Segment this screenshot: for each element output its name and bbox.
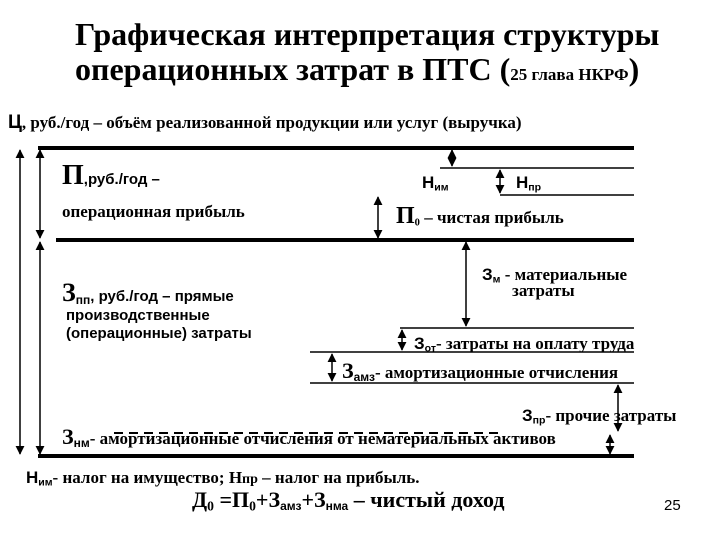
- title-line2: [75, 53, 639, 85]
- other-label: [522, 406, 677, 427]
- revenue-label: [8, 113, 522, 132]
- tax-profit-sub: пр: [528, 181, 542, 194]
- title-line2-close: ): [628, 51, 640, 87]
- amort-label: [342, 360, 618, 382]
- labor-label: [414, 334, 635, 355]
- footnote-t1: - налог на имущество;: [52, 468, 229, 487]
- footnote-t2: – налог на прибыль.: [257, 468, 420, 487]
- formula: [192, 487, 505, 514]
- material-line1: - материальные: [500, 265, 628, 284]
- direct-costs-sub: пп: [75, 293, 91, 307]
- intangible-main: З: [62, 424, 74, 449]
- amort-main: З: [342, 358, 354, 383]
- footnote-n1: Н: [26, 468, 39, 487]
- direct-costs-heading: [62, 280, 234, 306]
- direct-costs-symbol: З: [62, 278, 76, 307]
- direct-costs-line2: производственные: [66, 307, 210, 324]
- labor-main: З: [414, 334, 425, 353]
- material-main: З: [482, 265, 493, 284]
- material-sub: м: [492, 273, 501, 286]
- labor-sub: от: [424, 342, 436, 355]
- formula-n-sub: нма: [325, 499, 349, 513]
- tax-property-main: Н: [422, 173, 435, 192]
- footnote-n2-sub: пр: [242, 472, 258, 487]
- formula-eq: =П: [213, 487, 250, 512]
- formula-plus2: +З: [301, 487, 326, 512]
- formula-tail: – чистый доход: [348, 487, 505, 512]
- footnote-n1-sub: им: [38, 476, 53, 489]
- formula-d: Д: [192, 487, 208, 512]
- formula-plus1: +З: [255, 487, 281, 512]
- amort-sub: амз: [353, 370, 375, 384]
- title-line2-main: операционных затрат в ПТС (: [75, 51, 511, 87]
- formula-d-sub: 0: [207, 498, 214, 514]
- title-line1: Графическая интерпретация структуры: [75, 16, 660, 52]
- intangible-sub: нм: [73, 436, 90, 450]
- other-main: З: [522, 406, 533, 425]
- other-text: - прочие затраты: [545, 406, 677, 425]
- footnote: [26, 469, 420, 487]
- tax-profit-label: [516, 173, 542, 194]
- op-profit-text: операционная прибыль: [62, 202, 245, 221]
- intangible-text: - амортизационные отчисления от нематериальных активов: [89, 429, 556, 448]
- page-number: 25: [664, 497, 681, 514]
- revenue-text: , руб./год – объём реализованной продукции или услуг (выручка): [21, 113, 522, 132]
- op-profit-unit: ,руб./год –: [83, 171, 160, 188]
- other-sub: пр: [532, 414, 546, 427]
- material-line2: затраты: [512, 281, 575, 300]
- revenue-symbol: Ц: [8, 112, 22, 133]
- net-profit-sub: 0: [414, 217, 420, 229]
- labor-text: - затраты на оплату труда: [435, 334, 635, 353]
- amort-text: - амортизационные отчисления: [374, 363, 619, 382]
- op-profit-heading: [62, 162, 160, 190]
- title-line2-small: 25 глава НКРФ: [510, 65, 629, 84]
- tax-property-sub: им: [434, 181, 449, 194]
- intangible-label: [62, 426, 556, 448]
- tax-profit-main: Н: [516, 173, 529, 192]
- net-profit-label: [396, 204, 564, 228]
- direct-costs-line1: , руб./год – прямые: [90, 288, 234, 305]
- formula-a-sub: амз: [280, 499, 302, 513]
- net-profit-text: – чистая прибыль: [419, 208, 564, 227]
- footnote-n2: Н: [228, 468, 243, 487]
- op-profit-symbol: П: [62, 160, 84, 191]
- net-profit-symbol: П: [396, 203, 415, 229]
- formula-p-sub: 0: [249, 498, 256, 514]
- direct-costs-line3: (операционные) затраты: [66, 325, 252, 342]
- tax-property-label: [422, 173, 449, 194]
